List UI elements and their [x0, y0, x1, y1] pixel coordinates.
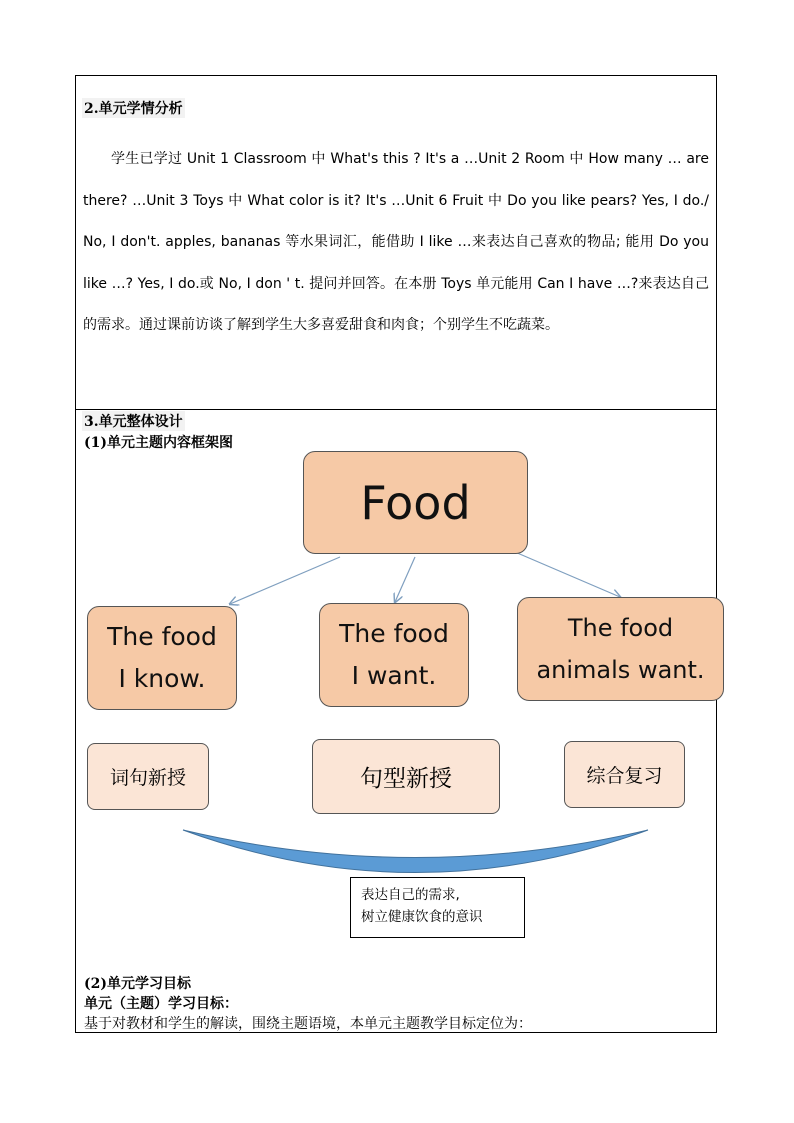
stage-2-label: 句型新授	[360, 766, 452, 792]
goals-intro-text: 基于对教材和学生的解读，围绕主题语境，本单元主题教学目标定位为：	[84, 1016, 532, 1032]
branch-1-line-2: I know.	[118, 664, 206, 693]
section-3-heading: 3.单元整体设计	[82, 411, 185, 431]
framework-subheading: (1)单元主题内容框架图	[84, 435, 233, 451]
stage-box-2	[312, 739, 500, 814]
arrow-to-branch-1	[230, 557, 340, 604]
branch-box-food-animals-want	[517, 597, 724, 701]
branch-box-food-i-want	[319, 603, 469, 707]
arrow-to-branch-2	[395, 557, 415, 602]
root-label: Food	[360, 475, 471, 530]
branch-3-line-2: animals want.	[536, 656, 705, 684]
root-box-food	[303, 451, 528, 554]
summary-box	[350, 877, 525, 938]
summary-arc	[183, 830, 648, 873]
goals-subheading: (2)单元学习目标	[84, 976, 191, 992]
goals-heading: 单元（主题）学习目标：	[84, 996, 238, 1012]
summary-line-2: 树立健康饮食的意识	[361, 909, 483, 925]
section-2-heading: 2.单元学情分析	[82, 98, 185, 118]
summary-line-1: 表达自己的需求,	[361, 887, 460, 903]
branch-2-line-1: The food	[339, 619, 449, 648]
arrow-to-branch-3	[515, 552, 620, 597]
branch-1-line-1: The food	[107, 622, 217, 651]
branch-box-food-i-know	[87, 606, 237, 710]
stage-box-3	[564, 741, 685, 808]
stage-3-label: 综合复习	[586, 765, 663, 787]
branch-3-line-1: The food	[567, 614, 674, 642]
stage-1-label: 词句新授	[109, 767, 186, 789]
branch-2-line-2: I want.	[351, 661, 437, 690]
learner-analysis-text: 学生已学过 Unit 1 Classroom 中 What's this ? It's a …Unit 2 Room 中 How many … are there? …Unit 3 Toys 中 What color is it? It's …Unit 6 Fruit 中 Do you like pears? Yes, I do./ No, I don't. apples, bananas 等水果词汇，能借助 I like …来表达自己喜欢的物品; 能用 Do you like …? Yes, I do.或 No, I don ' t. 提问并回答。在本册 Toys 单元能用 Can I have …?来表达自己的需求。通过课前访谈了解到学生大多喜爱甜食和肉食；个别学生不吃蔬菜。	[83, 151, 709, 333]
stage-box-1	[87, 743, 209, 810]
